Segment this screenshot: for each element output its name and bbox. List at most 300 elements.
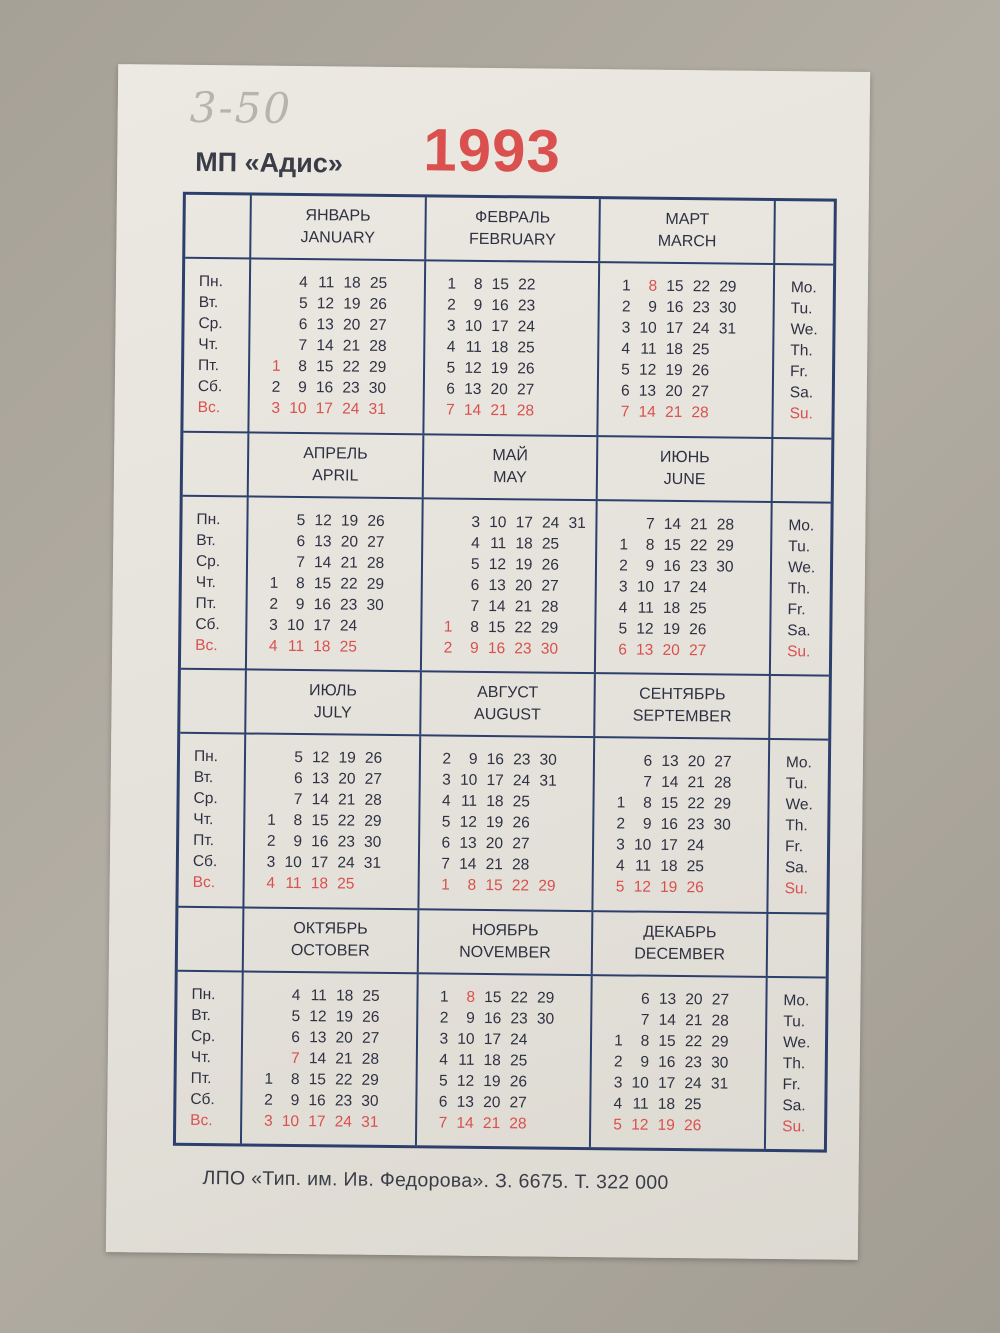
day-number: 17 xyxy=(313,616,331,635)
week-row xyxy=(423,511,596,534)
day-number: 17 xyxy=(315,400,334,418)
day-number: 14 xyxy=(456,1114,474,1132)
day-number: 7 xyxy=(438,1114,448,1132)
day-number xyxy=(708,857,735,878)
weekday-label: Чт. xyxy=(198,336,219,354)
day-number: 22 xyxy=(684,1032,703,1051)
day-number xyxy=(732,1052,759,1073)
day-number: 20 xyxy=(338,770,356,788)
day-number: 2 xyxy=(613,1053,623,1071)
day-number: 16 xyxy=(483,1009,502,1027)
day-number: 21 xyxy=(490,402,508,420)
day-number xyxy=(732,1073,759,1094)
day-number: 4 xyxy=(446,338,456,356)
day-number: 29 xyxy=(719,278,737,296)
weekday-label: Tu. xyxy=(785,775,808,793)
day-number xyxy=(358,874,385,895)
day-number: 1 xyxy=(443,618,453,636)
day-number: 22 xyxy=(514,619,532,637)
week-row xyxy=(596,639,769,662)
month-days xyxy=(247,259,423,432)
day-number: 2 xyxy=(264,1091,273,1109)
week-row xyxy=(599,359,772,382)
weekday-column-ru xyxy=(176,971,242,1143)
day-number: 5 xyxy=(618,620,628,638)
day-number: 12 xyxy=(636,620,654,638)
day-number: 5 xyxy=(296,511,306,529)
day-number: 28 xyxy=(711,1012,729,1030)
day-number: 22 xyxy=(690,536,708,555)
day-number: 14 xyxy=(638,403,656,421)
day-number xyxy=(391,315,418,336)
day-number: 15 xyxy=(316,358,334,376)
day-number xyxy=(558,1009,585,1030)
day-number xyxy=(713,403,740,424)
week-row xyxy=(251,293,424,316)
day-number: 20 xyxy=(687,753,706,771)
week-row xyxy=(250,398,423,421)
day-number: 14 xyxy=(663,515,682,533)
day-number: 2 xyxy=(616,815,626,833)
day-number: 27 xyxy=(541,577,559,595)
day-number: 19 xyxy=(485,814,504,832)
day-number: 17 xyxy=(308,1112,326,1131)
day-number: 6 xyxy=(296,532,306,550)
week-row xyxy=(600,296,773,319)
day-number: 6 xyxy=(293,770,303,788)
day-number xyxy=(565,317,592,338)
day-number xyxy=(531,1092,558,1113)
month-header xyxy=(247,433,422,497)
day-number: 16 xyxy=(308,1091,326,1110)
day-number xyxy=(740,277,767,298)
day-number xyxy=(710,640,737,661)
day-number: 20 xyxy=(340,533,359,551)
day-number: 4 xyxy=(615,857,625,875)
day-number xyxy=(385,874,412,895)
day-number: 20 xyxy=(483,1093,501,1111)
month-days xyxy=(417,736,593,909)
week-row xyxy=(599,380,772,403)
day-number: 29 xyxy=(364,812,382,831)
day-number xyxy=(711,577,738,598)
month-header xyxy=(596,437,771,501)
weekday-label: Вс. xyxy=(195,636,218,654)
weekday-label: Вт. xyxy=(193,769,214,787)
day-number: 12 xyxy=(316,295,335,313)
day-number: 4 xyxy=(441,792,451,810)
day-number: 13 xyxy=(661,753,679,771)
day-number: 1 xyxy=(447,275,457,293)
header-spacer xyxy=(185,195,250,258)
day-number: 18 xyxy=(657,1095,676,1113)
week-row xyxy=(418,1028,591,1051)
day-number: 21 xyxy=(337,791,356,809)
weekday-label: Чт. xyxy=(193,811,214,829)
day-number: 2 xyxy=(619,557,628,575)
day-number: 20 xyxy=(685,990,703,1009)
week-row xyxy=(425,295,598,318)
day-number: 11 xyxy=(458,1051,475,1069)
day-number xyxy=(390,399,417,420)
day-number: 25 xyxy=(692,341,710,359)
day-number: 23 xyxy=(337,833,355,851)
weekday-label: Сб. xyxy=(197,378,223,396)
weekday-label: Sa. xyxy=(787,621,811,640)
weekday-label: Sa. xyxy=(784,859,809,877)
month-header xyxy=(242,908,417,972)
day-number: 15 xyxy=(484,988,502,1006)
day-number: 19 xyxy=(483,1072,501,1090)
day-number: 7 xyxy=(620,403,630,421)
day-number: 27 xyxy=(512,835,530,853)
printer-imprint: ЛПО «Тип. им. Ив. Федорова». З. 6675. Т. 322 000 xyxy=(202,1167,669,1194)
day-number: 29 xyxy=(537,989,555,1007)
day-number: 12 xyxy=(638,361,657,379)
day-number: 28 xyxy=(364,791,382,810)
day-number xyxy=(563,555,590,576)
day-number: 12 xyxy=(464,359,482,378)
day-number: 20 xyxy=(342,316,361,334)
day-number: 27 xyxy=(361,1029,380,1047)
day-number: 28 xyxy=(366,554,385,572)
day-number: 16 xyxy=(313,595,332,614)
day-number xyxy=(740,340,767,361)
day-number: 4 xyxy=(439,1051,449,1069)
day-number: 2 xyxy=(266,832,276,851)
weekday-label: Пт. xyxy=(190,1069,212,1087)
quarter-body xyxy=(181,496,831,674)
day-number: 16 xyxy=(311,833,329,851)
day-number: 14 xyxy=(459,855,477,874)
weekday-label: Чт. xyxy=(190,1048,211,1066)
day-number: 12 xyxy=(314,511,332,530)
week-row xyxy=(250,356,423,379)
week-row xyxy=(592,1030,765,1053)
day-number: 21 xyxy=(342,337,361,355)
day-number xyxy=(534,792,561,813)
day-number: 13 xyxy=(464,380,482,399)
day-number: 27 xyxy=(369,316,387,335)
week-row xyxy=(595,792,768,815)
day-number xyxy=(387,637,414,658)
day-number: 7 xyxy=(645,515,655,533)
day-number xyxy=(382,1091,409,1112)
day-number: 26 xyxy=(691,362,710,380)
day-number: 28 xyxy=(511,856,530,874)
weekday-column-en xyxy=(769,502,831,674)
day-number: 15 xyxy=(666,278,684,296)
day-number: 3 xyxy=(618,578,628,596)
day-number xyxy=(388,595,415,616)
day-number: 10 xyxy=(459,771,478,790)
weekday-label: Fr. xyxy=(784,838,804,856)
day-number: 11 xyxy=(287,637,305,655)
quarter-body xyxy=(183,259,833,437)
header-spacer xyxy=(766,913,827,976)
week-row xyxy=(243,1047,416,1070)
day-number: 26 xyxy=(683,1116,702,1135)
calendar-grid xyxy=(173,192,837,1153)
weekday-label: Fr. xyxy=(787,600,806,619)
day-number: 13 xyxy=(311,770,330,788)
day-number: 26 xyxy=(689,620,707,639)
day-number: 9 xyxy=(473,297,483,315)
day-number xyxy=(561,771,588,792)
day-number: 26 xyxy=(367,512,385,530)
quarter-header xyxy=(183,432,832,503)
day-number xyxy=(386,769,413,790)
month-days xyxy=(242,734,418,907)
day-number: 13 xyxy=(488,576,506,594)
day-number xyxy=(253,789,280,810)
day-number: 5 xyxy=(294,749,303,767)
week-row xyxy=(595,750,768,773)
day-number: 9 xyxy=(468,751,478,769)
day-number: 24 xyxy=(510,1031,528,1049)
week-row xyxy=(242,1110,415,1133)
day-number xyxy=(738,514,765,535)
weekday-label: Su. xyxy=(784,880,808,898)
day-number xyxy=(251,1026,278,1047)
day-number: 9 xyxy=(645,557,655,575)
day-number: 13 xyxy=(638,382,657,400)
month-days xyxy=(592,738,768,911)
day-number: 25 xyxy=(541,535,560,553)
month-days xyxy=(589,976,765,1149)
day-number: 18 xyxy=(486,793,504,811)
day-number: 17 xyxy=(657,1074,676,1092)
day-number: 3 xyxy=(271,399,281,418)
day-number xyxy=(389,511,416,532)
day-number xyxy=(385,811,412,832)
weekday-label: We. xyxy=(785,796,813,814)
week-row xyxy=(250,377,423,400)
weekday-label: Сб. xyxy=(192,853,218,871)
quarter-body xyxy=(176,971,826,1149)
day-number: 4 xyxy=(266,874,276,893)
day-number xyxy=(557,1113,584,1134)
weekday-label: Пн. xyxy=(198,273,224,291)
day-number: 15 xyxy=(660,795,679,813)
day-number xyxy=(565,338,592,359)
header-spacer xyxy=(178,907,243,970)
day-number: 25 xyxy=(517,339,535,357)
day-number xyxy=(254,768,281,789)
month-days xyxy=(245,497,421,670)
day-number: 22 xyxy=(518,276,536,294)
day-number: 11 xyxy=(460,792,478,811)
day-number xyxy=(562,618,589,639)
day-number: 16 xyxy=(663,557,681,575)
day-number xyxy=(251,1005,278,1026)
day-number xyxy=(382,1112,409,1133)
day-number: 10 xyxy=(457,1030,475,1048)
day-number: 11 xyxy=(637,599,654,617)
day-number xyxy=(539,317,566,338)
month-name-en: OCTOBER xyxy=(290,941,370,960)
day-number: 16 xyxy=(491,297,509,315)
week-row xyxy=(243,1068,416,1091)
day-number: 31 xyxy=(568,514,586,532)
day-number xyxy=(735,773,762,794)
day-number: 8 xyxy=(473,276,483,294)
week-row xyxy=(425,337,598,360)
day-number: 30 xyxy=(711,1054,729,1072)
week-row xyxy=(417,1070,590,1093)
day-number: 3 xyxy=(446,317,456,335)
day-number: 6 xyxy=(620,382,630,400)
day-number: 17 xyxy=(486,772,504,790)
day-number xyxy=(539,296,566,317)
day-number: 2 xyxy=(271,378,281,397)
week-row xyxy=(422,595,595,618)
day-number: 2 xyxy=(442,750,452,768)
day-number: 19 xyxy=(659,879,678,897)
week-row xyxy=(248,509,421,532)
day-number xyxy=(740,319,767,340)
day-number: 15 xyxy=(308,1070,327,1089)
week-row xyxy=(592,1051,765,1074)
day-number: 23 xyxy=(687,816,705,834)
day-number: 7 xyxy=(446,401,455,419)
day-number xyxy=(258,335,285,356)
week-row xyxy=(250,335,423,358)
day-number: 14 xyxy=(314,553,332,572)
day-number xyxy=(530,1113,557,1134)
day-number: 14 xyxy=(463,401,482,420)
day-number xyxy=(732,1031,759,1052)
day-number: 9 xyxy=(466,1009,475,1027)
week-row xyxy=(421,749,594,772)
day-number: 14 xyxy=(661,774,679,792)
day-number: 21 xyxy=(685,1011,703,1030)
day-number: 16 xyxy=(658,1053,676,1071)
day-number: 12 xyxy=(488,555,507,573)
day-number xyxy=(258,314,285,335)
day-number: 6 xyxy=(446,380,456,398)
day-number: 28 xyxy=(369,337,387,356)
day-number xyxy=(259,293,286,314)
day-number: 11 xyxy=(634,857,652,875)
day-number: 19 xyxy=(665,362,683,380)
day-number: 14 xyxy=(488,597,506,615)
day-number: 5 xyxy=(470,555,480,573)
day-number xyxy=(735,752,762,773)
day-number: 27 xyxy=(509,1094,527,1112)
quarter-header xyxy=(178,907,827,978)
day-number: 3 xyxy=(616,836,625,854)
day-number: 25 xyxy=(362,987,380,1005)
day-number: 26 xyxy=(369,295,388,314)
day-number: 9 xyxy=(648,298,658,316)
week-row xyxy=(591,1114,764,1137)
week-row xyxy=(424,400,597,423)
day-number: 7 xyxy=(441,855,451,873)
day-number: 17 xyxy=(483,1030,502,1048)
day-number xyxy=(603,750,630,771)
day-number: 5 xyxy=(615,878,625,896)
day-number: 17 xyxy=(665,320,684,338)
day-number: 21 xyxy=(664,404,683,422)
week-row xyxy=(245,810,418,833)
header-spacer xyxy=(771,438,832,501)
month-days xyxy=(597,263,773,436)
weekday-column-en xyxy=(766,740,828,912)
day-number xyxy=(559,876,586,897)
day-number: 27 xyxy=(714,753,732,771)
day-number: 5 xyxy=(291,1007,301,1025)
week-row xyxy=(423,532,596,555)
calendar-card xyxy=(106,64,870,1260)
day-number: 30 xyxy=(716,558,734,576)
day-number: 10 xyxy=(286,616,305,634)
month-name-ru: ИЮНЬ xyxy=(659,448,710,466)
day-number: 11 xyxy=(465,339,482,357)
day-number: 14 xyxy=(316,337,334,355)
weekday-label: Mo. xyxy=(785,754,812,772)
day-number: 28 xyxy=(516,402,535,420)
day-number: 18 xyxy=(310,875,329,893)
week-row xyxy=(250,314,423,337)
day-number: 25 xyxy=(337,875,355,893)
quarter-body xyxy=(178,734,828,912)
day-number: 8 xyxy=(298,358,308,376)
day-number: 12 xyxy=(456,1072,475,1090)
day-number: 8 xyxy=(470,618,480,636)
week-row xyxy=(245,873,418,896)
weekday-label: We. xyxy=(790,321,818,339)
day-number xyxy=(431,532,458,553)
day-number xyxy=(733,1010,760,1031)
weekday-label: Ср. xyxy=(193,790,218,808)
day-number: 27 xyxy=(364,770,383,789)
day-number: 12 xyxy=(631,1116,649,1134)
week-row xyxy=(594,876,767,899)
weekday-label: Mo. xyxy=(790,279,817,297)
day-number: 15 xyxy=(485,877,503,895)
day-number xyxy=(711,598,738,619)
day-number: 16 xyxy=(660,816,679,834)
weekday-label: Tu. xyxy=(783,1012,806,1031)
weekday-label: Чт. xyxy=(195,573,216,591)
day-number: 27 xyxy=(691,383,710,401)
day-number: 4 xyxy=(618,599,628,617)
weekday-label: Fr. xyxy=(789,363,809,381)
week-row xyxy=(248,530,421,553)
day-number: 18 xyxy=(515,535,533,553)
day-number: 28 xyxy=(541,598,559,616)
day-number: 26 xyxy=(517,360,535,378)
day-number: 31 xyxy=(363,854,382,873)
day-number: 29 xyxy=(538,877,556,895)
day-number: 9 xyxy=(640,1053,650,1071)
day-number xyxy=(735,794,762,815)
day-number: 25 xyxy=(684,1095,702,1114)
day-number xyxy=(735,836,762,857)
day-number: 24 xyxy=(689,578,707,597)
weekday-label: Mo. xyxy=(788,516,815,535)
day-number: 29 xyxy=(713,795,732,813)
week-row xyxy=(245,852,418,875)
day-number: 3 xyxy=(269,616,278,634)
day-number: 16 xyxy=(666,299,684,317)
week-row xyxy=(425,316,598,339)
day-number xyxy=(705,1094,732,1115)
week-row xyxy=(243,984,416,1007)
day-number: 15 xyxy=(491,276,510,294)
day-number: 13 xyxy=(658,990,677,1008)
